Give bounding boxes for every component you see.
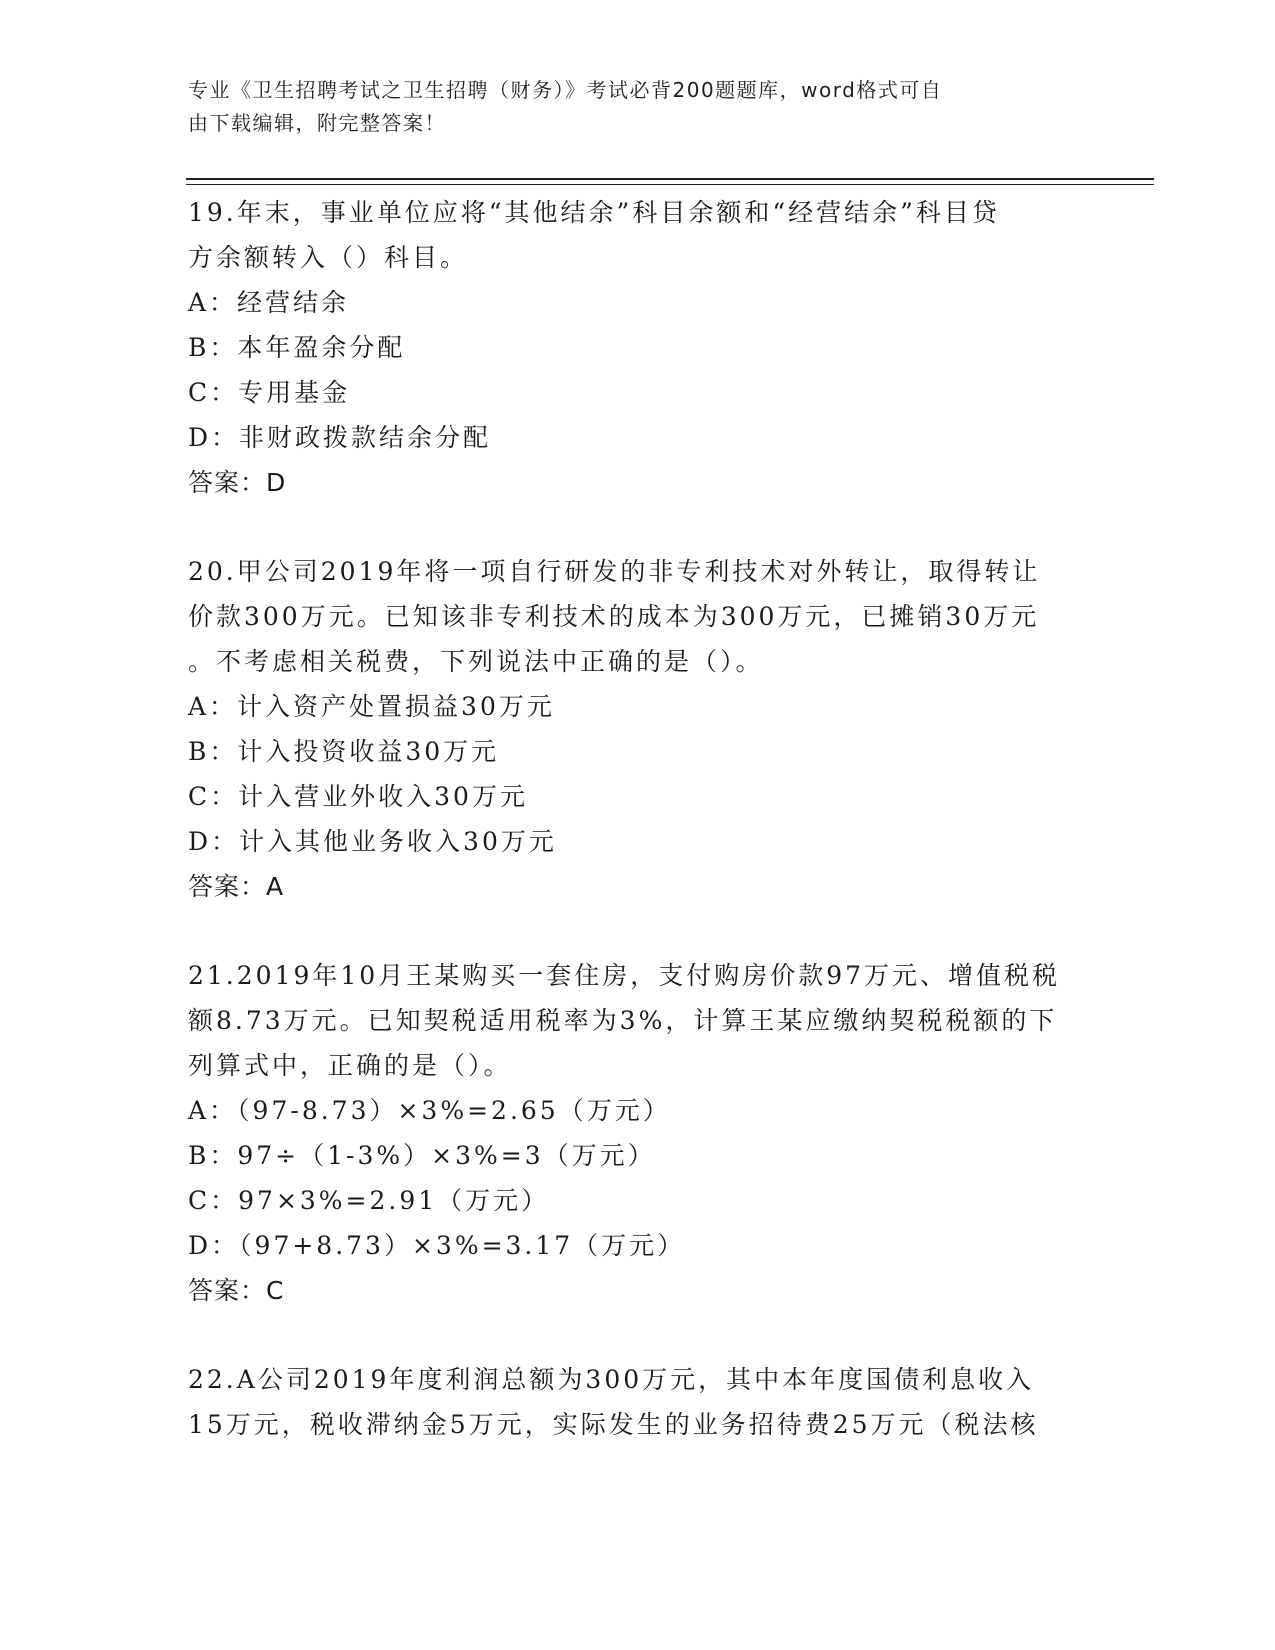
question-text-line: 19.年末，事业单位应将“其他结余”科目余额和“经营结余”科目贷 (188, 198, 1000, 227)
option-d: D：（97+8.73）×3%=3.17（万元） (188, 1231, 686, 1260)
option-b: B：本年盈余分配 (188, 333, 406, 362)
header-title-line-2: 由下载编辑，附完整答案！ (188, 111, 446, 135)
answer-label: 答案：A (188, 872, 285, 901)
answer-label: 答案：D (188, 468, 287, 497)
question-text-line: 。不考虑相关税费，下列说法中正确的是（）。 (188, 647, 764, 676)
question-text-line: 方余额转入（）科目。 (188, 243, 469, 272)
question-text-line: 15万元，税收滞纳金5万元，实际发生的业务招待费25万元（税法核 (188, 1410, 1039, 1439)
option-b: B：计入投资收益30万元 (188, 737, 500, 766)
question-21 (188, 953, 1088, 1313)
option-a: A：计入资产处置损益30万元 (188, 692, 555, 721)
question-text-line: 21.2019年10月王某购买一套住房，支付购房价款97万元、增值税税 (188, 961, 1061, 990)
option-d: D：非财政拨款结余分配 (188, 423, 492, 452)
answer-label: 答案：C (188, 1276, 285, 1305)
question-22 (188, 1357, 1088, 1447)
document-header (188, 74, 1068, 140)
question-text-line: 列算式中，正确的是（）。 (188, 1051, 512, 1080)
option-c: C：97×3%=2.91（万元） (188, 1186, 550, 1215)
header-divider-thick (186, 178, 1154, 180)
question-text-line: 22.A公司2019年度利润总额为300万元，其中本年度国债利息收入 (188, 1365, 1035, 1394)
option-a: A：（97-8.73）×3%=2.65（万元） (188, 1096, 671, 1125)
question-20 (188, 549, 1088, 909)
option-d: D：计入其他业务收入30万元 (188, 827, 557, 856)
question-text-line: 额8.73万元。已知契税适用税率为3%，计算王某应缴纳契税税额的下 (188, 1006, 1058, 1035)
question-text-line: 20.甲公司2019年将一项自行研发的非专利技术对外转让，取得转让 (188, 557, 1041, 586)
header-title-line-1: 专业《卫生招聘考试之卫生招聘（财务）》考试必背200题题库，word格式可自 (188, 78, 943, 102)
question-19 (188, 190, 1088, 505)
question-list (188, 190, 1088, 1491)
header-divider-thin (186, 184, 1154, 185)
option-c: C：计入营业外收入30万元 (188, 782, 528, 811)
option-a: A：经营结余 (188, 288, 350, 317)
option-b: B：97÷（1-3%）×3%=3（万元） (188, 1141, 656, 1170)
question-text-line: 价款300万元。已知该非专利技术的成本为300万元，已摊销30万元 (188, 602, 1040, 631)
option-c: C：专用基金 (188, 378, 351, 407)
